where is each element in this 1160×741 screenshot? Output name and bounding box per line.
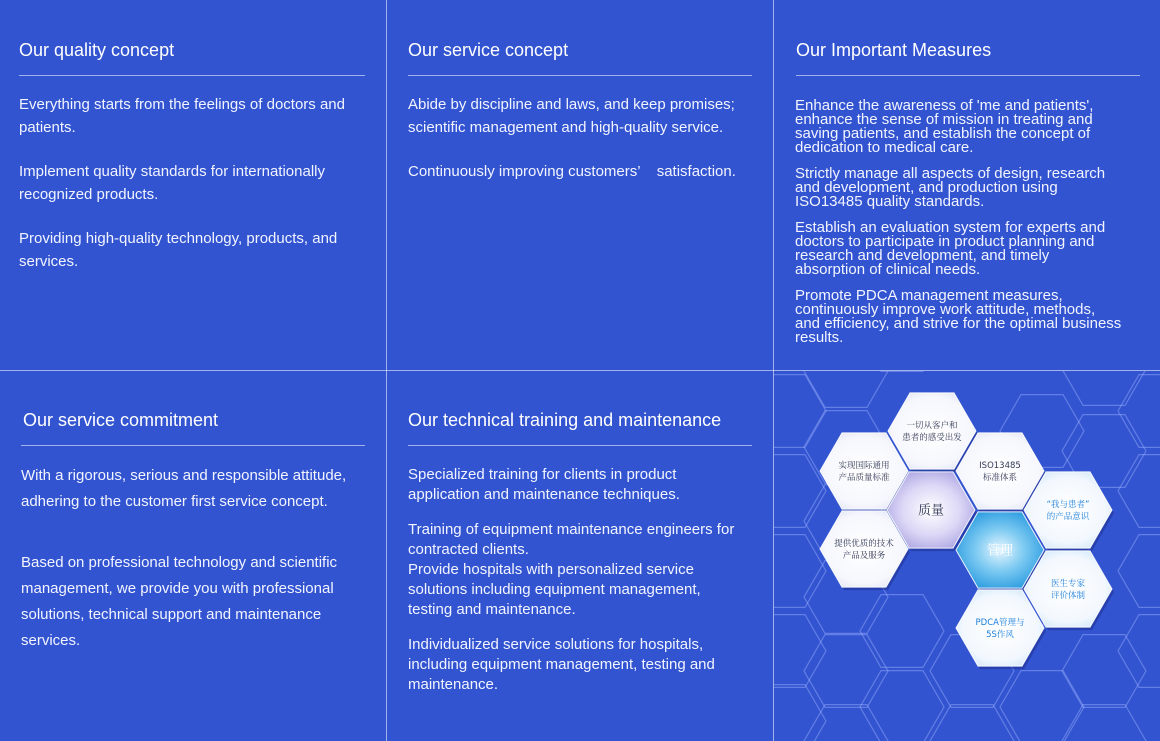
background-hexagon — [860, 595, 944, 668]
background-hexagon — [804, 705, 888, 741]
background-hexagon — [804, 371, 888, 407]
hexagon-label: 提供优质的技术 — [834, 539, 894, 549]
quality-para-1: Everything starts from the feelings of doctors and patients. — [19, 96, 345, 136]
hexagon-label: 管理 — [986, 543, 1014, 559]
important-measures-rule — [796, 75, 1140, 76]
service-commitment-section — [21, 409, 365, 654]
service-commitment-title: Our service commitment — [23, 410, 219, 430]
background-hexagon — [804, 635, 888, 708]
technical-training-title: Our technical training and maintenance — [408, 410, 722, 430]
background-hexagon — [860, 671, 944, 741]
training-para-1: Specialized training for clients in product application and maintenance techniques. — [408, 466, 680, 503]
hexagon-label: 质量 — [917, 503, 945, 519]
background-hexagon — [774, 615, 826, 688]
important-measures-section — [796, 39, 1140, 345]
hexagon-label: 医生专家 — [1050, 579, 1086, 589]
measures-para-1: Enhance the awareness of 'me and patients', enhance the sense of mission in treating and saving patients, and establish the concept of dedication to medical care. — [795, 97, 1094, 156]
hexagon-label: 实现国际通用 — [838, 461, 890, 471]
commitment-para-2: Based on professional technology and scientific management, we provide you with professional solutions, technical support and maintenance services. — [21, 554, 338, 649]
background-hexagon — [1118, 535, 1160, 608]
quality-management-hexagon-graphic — [774, 371, 1160, 741]
quality-para-2: Implement quality standards for internationally recognized products. — [19, 163, 325, 203]
background-hexagon — [774, 375, 826, 448]
important-measures-title: Our Important Measures — [796, 40, 992, 60]
background-hexagon — [1118, 615, 1160, 688]
service-concept-rule — [408, 75, 752, 76]
training-para-2: Training of equipment maintenance engineers for contracted clients. Provide hospitals with personalized service solutions including equipment management, testing and maintenance. — [408, 521, 735, 618]
hexagon-diagram — [774, 371, 1160, 741]
background-hexagon — [1062, 635, 1146, 708]
hexagon-label: 一切从客户和 — [906, 421, 958, 431]
hexagon-label: “我与患者” — [1046, 500, 1090, 510]
background-hexagon — [1118, 455, 1160, 528]
measures-para-3: Establish an evaluation system for experts and doctors to participate in product planning and research and development, and timely absorption of clinical needs. — [795, 219, 1106, 278]
labeled-hexagons — [820, 393, 1114, 669]
hexagon-label: 患者的感受出发 — [902, 433, 962, 443]
hexagon-label: ISO13485 — [979, 461, 1021, 471]
service-para-2: Continuously improving customers’ satisfaction. — [408, 163, 736, 180]
quality-concept-section — [19, 39, 365, 273]
service-concept-title: Our service concept — [408, 40, 569, 60]
background-hexagon — [774, 685, 826, 741]
hexagon-label: 产品及服务 — [842, 551, 886, 561]
technical-training-rule — [408, 445, 752, 446]
hexagon-label: 5S作风 — [986, 630, 1014, 640]
commitment-para-1: With a rigorous, serious and responsible attitude, adhering to the customer first service concept. — [21, 467, 347, 510]
measures-para-4: Promote PDCA management measures, continuously improve work attitude, methods, and efficiency, and strive for the optimal business results. — [795, 287, 1122, 346]
hexagon-label: 产品质量标准 — [838, 473, 890, 483]
quality-concept-title: Our quality concept — [19, 40, 175, 60]
background-hexagon — [1062, 371, 1146, 405]
background-hexagon — [1118, 375, 1160, 448]
hexagon-label: 评价体制 — [1050, 591, 1086, 601]
service-para-1: Abide by discipline and laws, and keep promises; scientific management and high-quality service. — [408, 96, 735, 136]
measures-para-2: Strictly manage all aspects of design, research and development, and production using ISO13485 quality standards. — [795, 165, 1106, 210]
background-hexagon — [774, 455, 826, 528]
hexagon-label: 的产品意识 — [1046, 512, 1090, 522]
service-commitment-rule — [21, 445, 365, 446]
training-para-3: Individualized service solutions for hospitals, including equipment management, testing and maintenance. — [408, 636, 715, 693]
service-concept-section — [408, 39, 752, 183]
quality-para-3: Providing high-quality technology, products, and services. — [19, 230, 338, 270]
hexagon-label: 标准体系 — [982, 473, 1018, 483]
technical-training-section — [408, 409, 752, 695]
background-hexagon — [1000, 671, 1084, 741]
quality-concept-rule — [19, 75, 365, 76]
hexagon-label: PDCA管理与 — [975, 618, 1025, 628]
